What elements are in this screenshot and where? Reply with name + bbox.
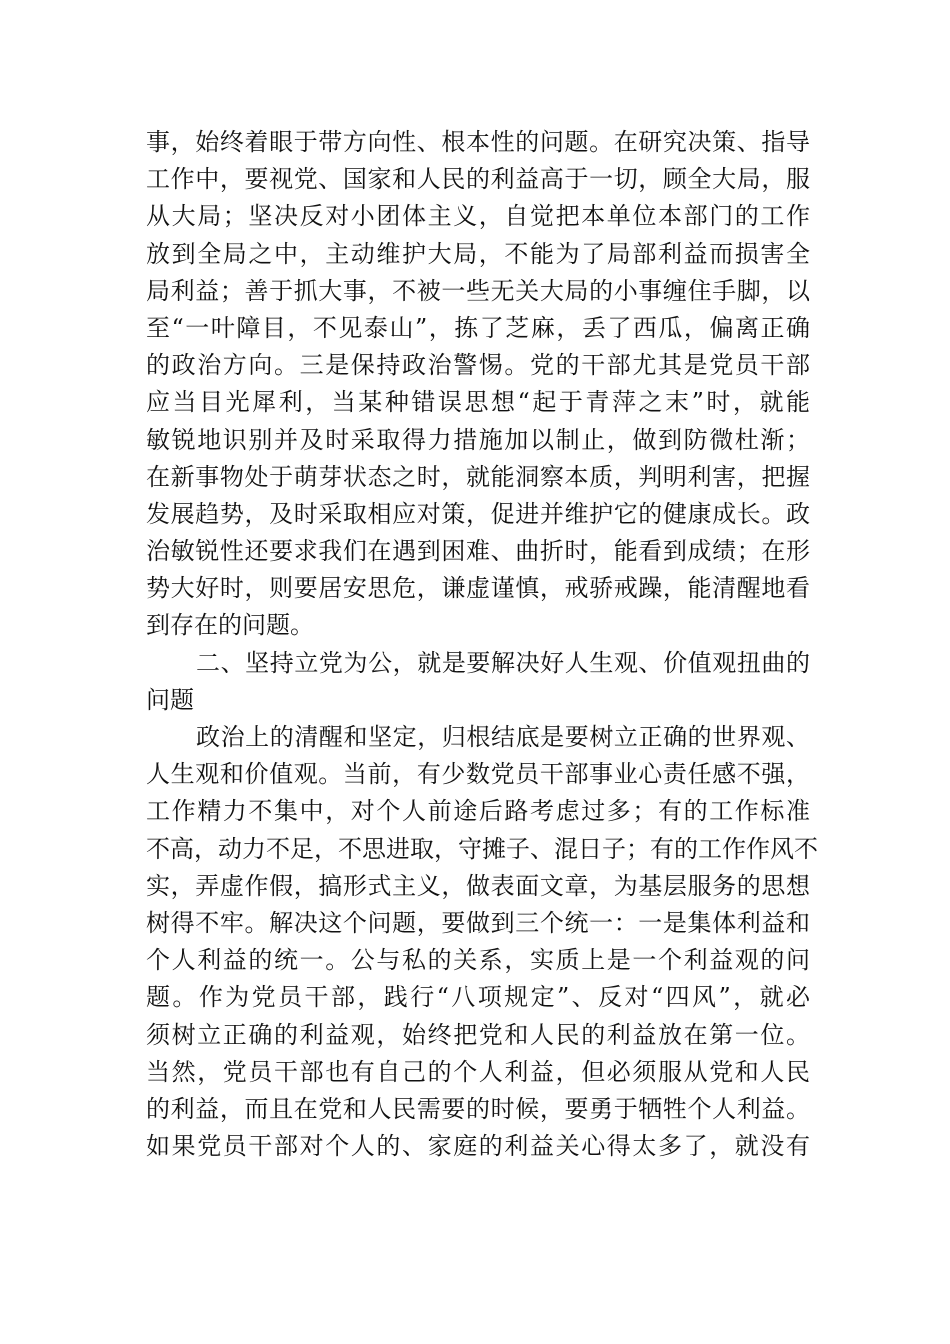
text-line-27: 的利益，而且在党和人民需要的时候，要勇于牺牲个人利益。 (146, 1094, 810, 1123)
text-line-14: 到存在的问题。 (146, 611, 314, 640)
text-line-7: 的政治方向。三是保持政治警惕。党的干部尤其是党员干部 (146, 351, 810, 380)
text-line-11: 发展趋势，及时采取相应对策，促进并维护它的健康成长。政 (146, 499, 810, 528)
text-line-23: 个人利益的统一。公与私的关系，实质上是一个利益观的问 (146, 946, 810, 975)
text-line-20: 不高，动力不足，不思进取，守摊子、混日子；有的工作作风不 (146, 834, 818, 863)
text-line-10: 在新事物处于萌芽状态之时，就能洞察本质，判明利害，把握 (146, 462, 810, 491)
text-line-8: 应当目光犀利，当某种错误思想“起于青萍之末”时，就能 (146, 388, 810, 417)
text-line-24: 题。作为党员干部，践行“八项规定”、反对“四风”，就必 (146, 983, 810, 1012)
text-line-18: 人生观和价值观。当前，有少数党员干部事业心责任感不强， (146, 760, 810, 789)
text-line-28: 如果党员干部对个人的、家庭的利益关心得太多了，就没有 (146, 1132, 810, 1161)
text-line-9: 敏锐地识别并及时采取得力措施加以制止，做到防微杜渐； (146, 425, 810, 454)
text-line-4: 放到全局之中，主动维护大局，不能为了局部利益而损害全 (146, 239, 810, 268)
text-line-26: 当然，党员干部也有自己的个人利益，但必须服从党和人民 (146, 1057, 810, 1086)
text-line-6: 至“一叶障目，不见泰山”，拣了芝麻，丢了西瓜，偏离正确 (146, 313, 810, 342)
section-heading-line-1: 二、坚持立党为公，就是要解决好人生观、价值观扭曲的 (196, 648, 810, 677)
text-line-22: 树得不牢。解决这个问题，要做到三个统一：一是集体利益和 (146, 908, 810, 937)
text-line-21: 实，弄虚作假，搞形式主义，做表面文章，为基层服务的思想 (146, 871, 810, 900)
text-line-5: 局利益；善于抓大事，不被一些无关大局的小事缠住手脚，以 (146, 276, 810, 305)
text-line-3: 从大局；坚决反对小团体主义，自觉把本单位本部门的工作 (146, 202, 810, 231)
body-text (146, 124, 818, 1165)
text-line-25: 须树立正确的利益观，始终把党和人民的利益放在第一位。 (146, 1020, 810, 1049)
text-line-12: 治敏锐性还要求我们在遇到困难、曲折时，能看到成绩；在形 (146, 537, 810, 566)
text-line-13: 势大好时，则要居安思危，谦虚谨慎，戒骄戒躁，能清醒地看 (146, 574, 810, 603)
text-line-17: 政治上的清醒和坚定，归根结底是要树立正确的世界观、 (196, 723, 810, 751)
text-line-2: 工作中，要视党、国家和人民的利益高于一切，顾全大局，服 (146, 165, 810, 194)
text-line-19: 工作精力不集中，对个人前途后路考虑过多；有的工作标准 (146, 797, 810, 826)
section-heading-line-2: 问题 (146, 685, 194, 714)
text-line-1: 事，始终着眼于带方向性、根本性的问题。在研究决策、指导 (146, 128, 810, 156)
